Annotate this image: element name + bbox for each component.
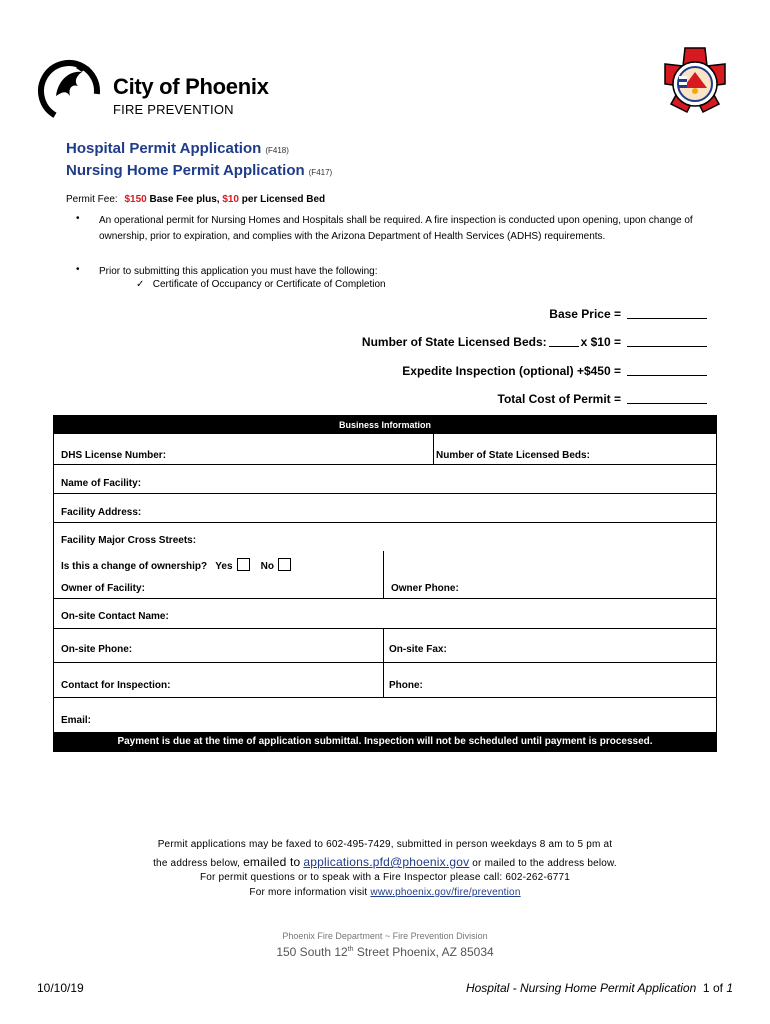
inspection-contact-field[interactable]: Contact for Inspection:: [61, 680, 171, 691]
facility-address-field[interactable]: Facility Address:: [61, 507, 142, 518]
dhs-license-field[interactable]: DHS License Number:: [61, 450, 167, 461]
owner-phone-field[interactable]: Owner Phone:: [391, 583, 459, 594]
expedite-line: Expedite Inspection (optional) +$450 =: [402, 364, 707, 378]
total-cost-line: Total Cost of Permit =: [498, 392, 707, 406]
checklist-item: ✓ Certificate of Occupancy or Certificate of Completion: [136, 279, 386, 290]
email-link[interactable]: applications.pfd@phoenix.gov: [303, 855, 470, 869]
ownership-question: Is this a change of ownership? Yes No: [61, 558, 291, 572]
onsite-fax-field[interactable]: On-site Fax:: [389, 644, 447, 655]
cross-streets-field[interactable]: Facility Major Cross Streets:: [61, 535, 197, 546]
page-footer: Hospital - Nursing Home Permit Application 1 of 1: [465, 981, 733, 995]
permit-fee: Permit Fee: $150 Base Fee plus, $10 per Licensed Bed: [66, 194, 326, 205]
address: 150 South 12th Street Phoenix, AZ 85034: [276, 945, 494, 959]
expedite-blank[interactable]: [627, 364, 707, 376]
base-price-line: Base Price =: [549, 307, 707, 321]
bullet-item: An operational permit for Nursing Homes and Hospitals shall be required. A fire inspection is conducted upon opening, upon change of ownership, prior to expiration, and complies with the Arizona Department of Health Services (ADHS) requirements.: [99, 215, 693, 242]
beds-cost-line: Number of State Licensed Beds: x $10 =: [362, 335, 707, 349]
revision-date: 10/10/19: [37, 981, 84, 995]
phone-info: For permit questions or to speak with a Fire Inspector please call: 602-262-6771: [199, 872, 571, 883]
business-info-form: [53, 415, 717, 752]
division-name: FIRE PREVENTION: [113, 102, 234, 117]
form-header: Business Information: [54, 416, 716, 434]
more-info: For more information visit www.phoenix.gov/fire/prevention: [249, 887, 521, 898]
checkmark-icon: ✓: [136, 279, 145, 290]
yes-checkbox[interactable]: [237, 558, 250, 571]
total-cost-blank[interactable]: [627, 392, 707, 404]
city-name: City of Phoenix: [113, 74, 269, 99]
bullet-icon: •: [76, 213, 80, 224]
hospital-title: Hospital Permit Application (F418): [66, 140, 289, 157]
phoenix-bird-logo: [36, 56, 102, 122]
beds-cost-blank[interactable]: [627, 335, 707, 347]
beds-count-blank[interactable]: [549, 335, 579, 347]
bullet-item: Prior to submitting this application you must have the following:: [99, 266, 378, 277]
base-price-blank[interactable]: [627, 307, 707, 319]
nursing-home-title: Nursing Home Permit Application (F417): [66, 162, 333, 179]
onsite-phone-field[interactable]: On-site Phone:: [61, 644, 133, 655]
licensed-beds-field[interactable]: Number of State Licensed Beds:: [436, 450, 590, 461]
email-field[interactable]: Email:: [61, 715, 92, 726]
no-checkbox[interactable]: [278, 558, 291, 571]
bullet-icon: •: [76, 264, 80, 275]
owner-field[interactable]: Owner of Facility:: [61, 583, 145, 594]
website-link[interactable]: www.phoenix.gov/fire/prevention: [370, 887, 521, 898]
fire-department-badge-icon: [657, 46, 733, 122]
submission-info-2: the address below, emailed to applications.pfd@phoenix.gov or mailed to the address below.: [153, 855, 617, 869]
department-name: Phoenix Fire Department ~ Fire Prevention Division: [282, 931, 488, 941]
contact-name-field[interactable]: On-site Contact Name:: [61, 611, 169, 622]
phone-field[interactable]: Phone:: [389, 680, 423, 691]
payment-note: Payment is due at the time of application submittal. Inspection will not be scheduled until payment is processed.: [54, 732, 716, 751]
facility-name-field[interactable]: Name of Facility:: [61, 478, 142, 489]
submission-info: Permit applications may be faxed to 602-495-7429, submitted in person weekdays 8 am to 5 pm at: [157, 839, 613, 850]
